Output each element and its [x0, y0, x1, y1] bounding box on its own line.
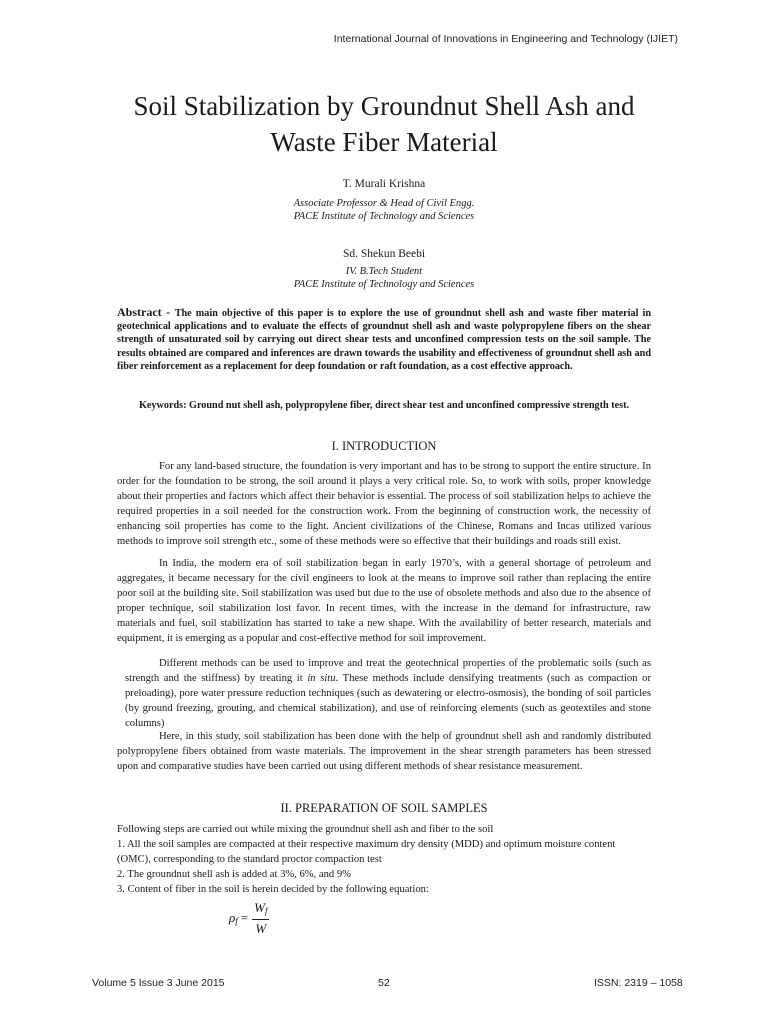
equation-fraction — [252, 900, 269, 936]
steps-list — [117, 822, 651, 897]
author-name: Sd. Shekun Beebi — [342, 248, 426, 260]
equation-subscript: f — [264, 906, 268, 916]
author-block-1 — [0, 178, 768, 223]
equation-symbol-w: W — [254, 900, 265, 915]
footer-volume: Volume 5 Issue 3 June 2015 — [92, 977, 225, 989]
equation-symbol-rho: ρ — [229, 910, 236, 925]
paragraph — [117, 656, 651, 731]
author-affiliation-institute: PACE Institute of Technology and Sciences — [293, 211, 475, 222]
footer-issn: ISSN: 2319 – 1058 — [594, 977, 683, 989]
fiber-content-equation — [229, 900, 269, 936]
equation-equals: = — [240, 910, 249, 925]
section-heading-introduction: I. INTRODUCTION — [331, 439, 437, 453]
abstract — [117, 306, 651, 373]
author-affiliation-role: Associate Professor & Head of Civil Engg. — [293, 198, 475, 209]
abstract-label: Abstract - — [117, 305, 175, 319]
paragraph-text: . These methods include densifying treatments (such as compaction or preloading), pore water pressure reduction techniques (such as dewatering or electro-osmosis), the bonding of soil particles (by ground freezing, grouting, and chemical stabilization), and use of reinforcing elements (such as geotextiles and stone columns) — [125, 673, 651, 729]
paragraph-text: Different methods can be used to improve and treat the geotechnical properties of the problematic soils (such as strength and the stiffness) by treating it — [125, 658, 651, 684]
section-heading-preparation: II. PREPARATION OF SOIL SAMPLES — [280, 801, 488, 815]
list-item: 3. Content of fiber in the soil is herein decided by the following equation: — [117, 884, 429, 895]
list-item: 1. All the soil samples are compacted at their respective maximum dry density (MDD) and optimum moisture content (OMC), corresponding to the standard proctor compaction test — [117, 839, 616, 865]
paragraph: For any land-based structure, the foundation is very important and has to be strong to support the entire structure. In order for the foundation to be strong, the soil around it plays a very critical role. So, to work with soils, proper knowledge about their properties and factors which affect their behavior is essential. The process of soil stabilization helps to achieve the required properties in a soil needed for the construction work. From the beginning of construction work, the necessity of enhancing soil properties has come to the light. Ancient civilizations of the Chinese, Romans and Incas utilized various methods to improve soil strength etc., some of these methods were so effective that their buildings and roads still exist. — [117, 461, 651, 547]
paragraph: In India, the modern era of soil stabilization began in early 1970’s, with a general shortage of petroleum and aggregates, it became necessary for the civil engineers to look at the means to improve soil rather than replacing the entire poor soil at the building site. Soil stabilization was used but due to the use of obsolete methods and also due to the absence of proper technique, soil stabilization lost favor. In recent times, with the increase in the demand for infrastructure, raw materials and fuel, soil stabilization has started to take a new shape. With the availability of better research, materials and equipment, it is emerging as a popular and cost-effective method for soil improvement. — [117, 558, 651, 644]
journal-header: International Journal of Innovations in Engineering and Technology (IJIET) — [333, 33, 678, 45]
author-affiliation-institute: PACE Institute of Technology and Sciences — [293, 279, 475, 290]
list-item: 2. The groundnut shell ash is added at 3%, 6%, and 9% — [117, 869, 351, 880]
equation-subscript: f — [235, 916, 238, 926]
equation-numerator — [252, 900, 269, 920]
author-affiliation-role: IV. B.Tech Student — [345, 266, 423, 277]
author-block-2 — [0, 248, 768, 291]
footer-page-number: 52 — [378, 977, 390, 989]
steps-intro: Following steps are carried out while mixing the groundnut shell ash and fiber to the soil — [117, 824, 494, 835]
equation-lhs — [229, 910, 238, 926]
title-line-2: Waste Fiber Material — [270, 127, 498, 157]
abstract-text: The main objective of this paper is to explore the use of groundnut shell ash and waste fiber material in geotechnical applications and to evaluate the effects of groundnut shell ash and waste polypropylene fibers on the shear strength of unsaturated soil by carrying out direct shear tests and unconfined compression tests on the soil sample. The results obtained are compared and inferences are drawn towards the usability and effectiveness of groundnut shell ash and fiber reinforcement as a replacement for deep foundation or raft foundation, as a cost effective approach. — [117, 308, 651, 372]
italic-term: in situ — [307, 673, 336, 684]
paragraph: Here, in this study, soil stabilization has been done with the help of groundnut shell ash and randomly distributed polypropylene fibers obtained from waste materials. The improvement in the shear strength parameters has been stressed upon and comparative studies have been carried out using different methods of shear resistance measurement. — [117, 731, 651, 772]
keywords: Keywords: Ground nut shell ash, polypropylene fiber, direct shear test and unconfined compressive strength test. — [138, 400, 630, 411]
paper-title — [60, 88, 708, 160]
equation-denominator: W — [255, 921, 267, 936]
title-line-1: Soil Stabilization by Groundnut Shell Ash and — [133, 91, 635, 121]
author-name: T. Murali Krishna — [342, 178, 426, 190]
